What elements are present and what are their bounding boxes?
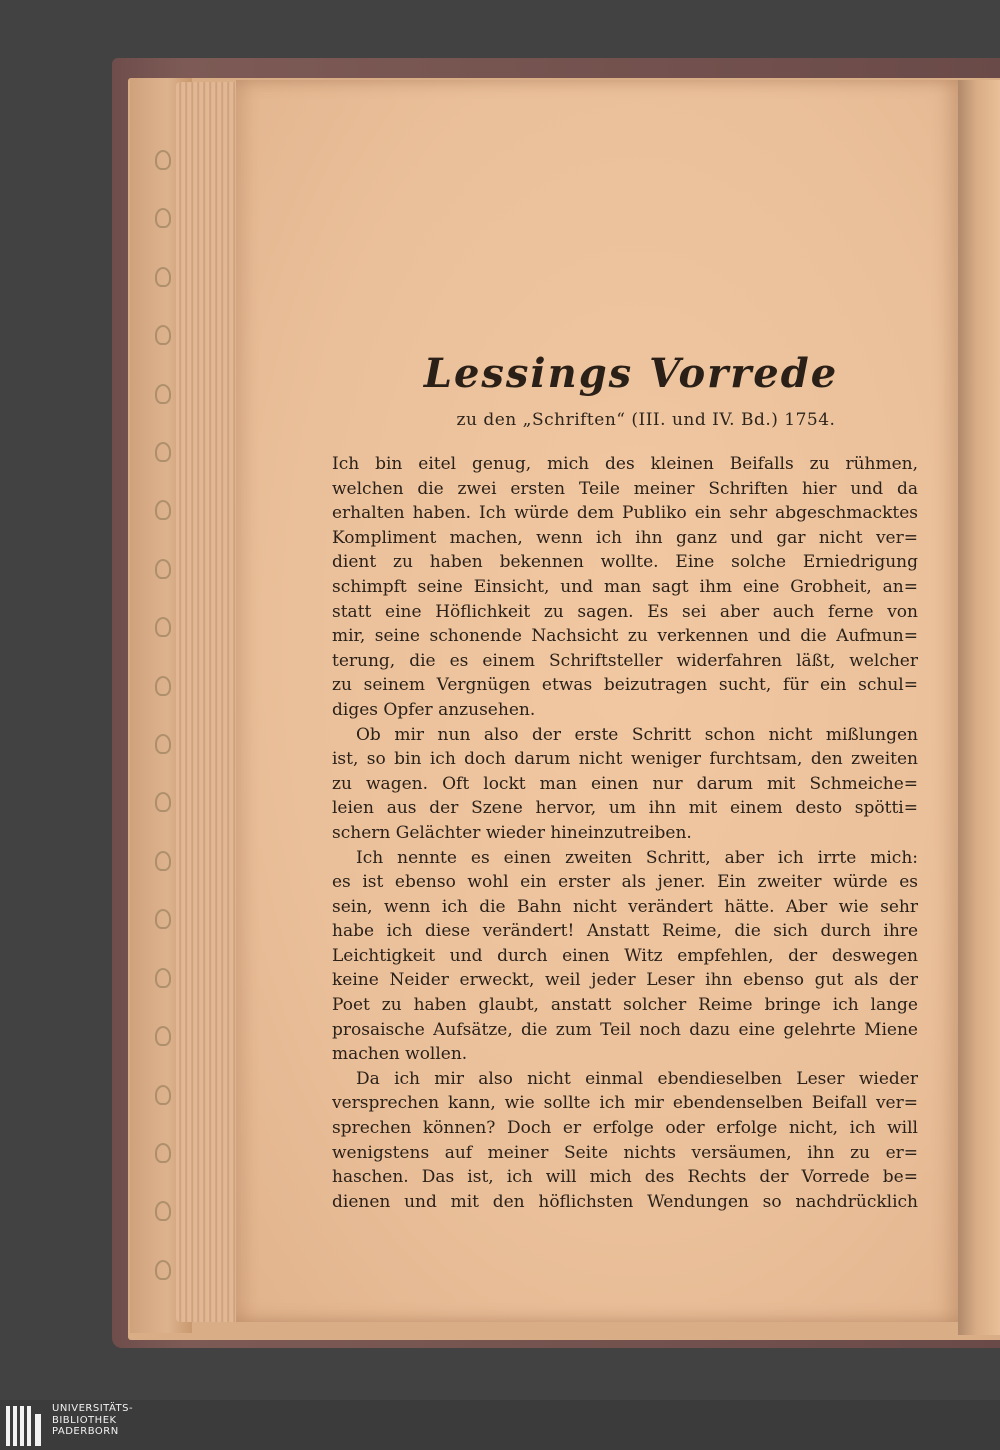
text-line: machen wollen.: [332, 1044, 468, 1065]
text-line: zu wagen. Oft lockt man einen nur darum mit Schmeiche=: [332, 773, 918, 794]
page-title: Lessings Vorrede: [423, 350, 839, 397]
text-line: Ich nennte es einen zweiten Schritt, aber ich irrte mich:: [356, 847, 918, 868]
ornament-icon: [155, 909, 171, 929]
library-logo-icon: [4, 1404, 46, 1446]
ornament-icon: [155, 617, 171, 637]
ornament-strip: [150, 150, 176, 1280]
text-line: terung, die es einem Schriftsteller widerfahren läßt, welcher: [332, 650, 918, 671]
body-text: [332, 452, 918, 1214]
ornament-icon: [155, 1201, 171, 1221]
text-line: Leichtigkeit und durch einen Witz empfehlen, der deswegen: [332, 945, 918, 966]
ornament-icon: [155, 676, 171, 696]
text-line: habe ich diese verändert! Anstatt Reime, die sich durch ihre: [332, 921, 918, 942]
ornament-icon: [155, 559, 171, 579]
ornament-icon: [155, 150, 171, 170]
text-line: erhalten haben. Ich würde dem Publiko ein sehr abgeschmacktes: [332, 503, 918, 524]
ornament-icon: [155, 267, 171, 287]
text-line: Kompliment machen, wenn ich ihn ganz und gar nicht ver=: [332, 527, 918, 548]
text-line: ist, so bin ich doch darum nicht weniger furchtsam, den zweiten: [332, 749, 918, 770]
ornament-icon: [155, 1260, 171, 1280]
ornament-icon: [155, 325, 171, 345]
ornament-icon: [155, 1143, 171, 1163]
text-line: sein, wenn ich die Bahn nicht verändert hätte. Aber wie sehr: [332, 896, 918, 917]
text-line: keine Neider erweckt, weil jeder Leser ihn ebenso gut als der: [332, 970, 918, 991]
ornament-icon: [155, 442, 171, 462]
ornament-icon: [155, 208, 171, 228]
text-line: schimpft seine Einsicht, und man sagt ihm eine Grobheit, an=: [332, 576, 918, 597]
text-line: versprechen kann, wie sollte ich mir ebendenselben Beifall ver=: [332, 1093, 918, 1114]
ornament-icon: [155, 384, 171, 404]
text-line: es ist ebenso wohl ein erster als jener. Ein zweiter würde es: [332, 872, 918, 893]
ornament-icon: [155, 734, 171, 754]
page-subtitle: zu den „Schriften“ (III. und IV. Bd.) 1754.: [456, 410, 836, 430]
text-line: dient zu haben bekennen wollte. Eine solche Erniedrigung: [332, 552, 918, 573]
ornament-icon: [155, 1085, 171, 1105]
text-line: prosaische Aufsätze, die zum Teil noch dazu eine gelehrte Miene: [332, 1019, 918, 1040]
footer-bar: [0, 1400, 1000, 1450]
ornament-icon: [155, 851, 171, 871]
gutter: [958, 80, 1000, 1335]
text-line: leien aus der Szene hervor, um ihn mit einem desto spötti=: [332, 798, 918, 819]
text-line: Poet zu haben glaubt, anstatt solcher Reime bringe ich lange: [332, 995, 918, 1016]
text-line: wenigstens auf meiner Seite nichts versäumen, ihn zu er=: [332, 1142, 918, 1163]
logo-line: UNIVERSITÄTS-: [52, 1403, 134, 1414]
ornament-icon: [155, 968, 171, 988]
text-line: Da ich mir also nicht einmal ebendieselben Leser wieder: [356, 1068, 918, 1089]
ornament-icon: [155, 500, 171, 520]
ornament-icon: [155, 792, 171, 812]
text-line: sprechen können? Doch er erfolge oder erfolge nicht, ich will: [332, 1118, 918, 1139]
text-line: haschen. Das ist, ich will mich des Rechts der Vorrede be=: [332, 1167, 918, 1188]
text-line: Ob mir nun also der erste Schritt schon nicht mißlungen: [356, 724, 918, 745]
text-line: Ich bin eitel genug, mich des kleinen Beifalls zu rühmen,: [332, 454, 918, 474]
ornament-icon: [155, 1026, 171, 1046]
text-line: schern Gelächter wieder hineinzutreiben.: [332, 822, 692, 843]
text-line: dienen und mit den höflichsten Wendungen so nachdrücklich: [332, 1191, 918, 1212]
text-line: mir, seine schonende Nachsicht zu verkennen und die Aufmun=: [332, 626, 918, 647]
text-line: welchen die zwei ersten Teile meiner Schriften hier und da: [332, 478, 918, 499]
text-line: statt eine Höflichkeit zu sagen. Es sei aber auch ferne von: [332, 601, 918, 622]
logo-line: PADERBORN: [52, 1426, 119, 1437]
text-line: zu seinem Vergnügen etwas beizutragen sucht, für ein schul=: [332, 675, 918, 696]
text-line: diges Opfer anzusehen.: [332, 699, 536, 720]
library-logo-text: [52, 1403, 133, 1438]
logo-line: BIBLIOTHEK: [52, 1414, 117, 1426]
